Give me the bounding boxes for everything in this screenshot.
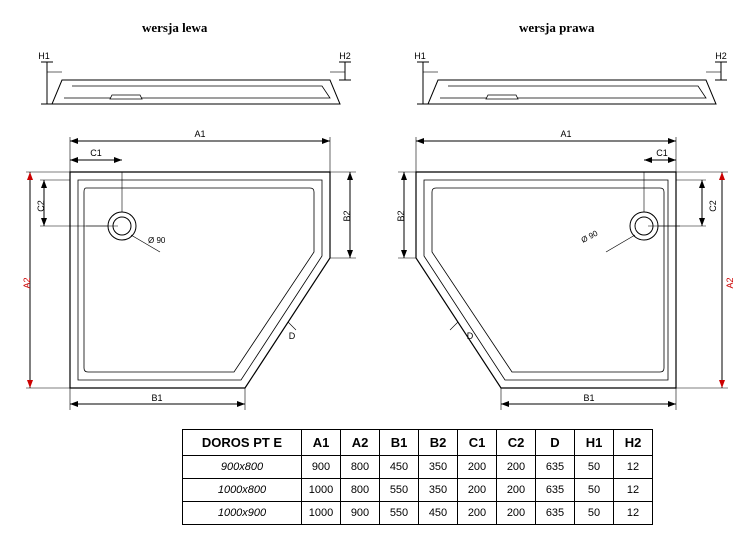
row-h1: 50 xyxy=(575,456,614,479)
label-a2-right: A2 xyxy=(725,277,735,289)
table-header-b2: B2 xyxy=(419,430,458,456)
row-d: 635 xyxy=(536,456,575,479)
row-a1: 900 xyxy=(302,456,341,479)
table-header-d: D xyxy=(536,430,575,456)
label-a1-right: A1 xyxy=(560,129,572,139)
label-drain-right: Ø 90 xyxy=(579,228,600,245)
row-a1: 1000 xyxy=(302,502,341,525)
row-c1: 200 xyxy=(458,456,497,479)
label-b1-right: B1 xyxy=(583,393,595,403)
table-header-model: DOROS PT E xyxy=(183,430,302,456)
specification-table xyxy=(182,429,653,525)
row-model: 1000x800 xyxy=(183,479,302,502)
table-header-b1: B1 xyxy=(380,430,419,456)
table-row xyxy=(183,456,653,479)
row-b1: 450 xyxy=(380,456,419,479)
left-plan-view xyxy=(26,137,356,410)
row-c2: 200 xyxy=(497,502,536,525)
table-row xyxy=(183,479,653,502)
row-b2: 450 xyxy=(419,502,458,525)
row-b2: 350 xyxy=(419,456,458,479)
row-b1: 550 xyxy=(380,502,419,525)
label-h2-right: H2 xyxy=(715,51,727,61)
label-a1-left: A1 xyxy=(194,129,206,139)
label-b2-right: B2 xyxy=(396,210,406,222)
row-d: 635 xyxy=(536,502,575,525)
table-header-h2: H2 xyxy=(614,430,653,456)
label-c2-left: C2 xyxy=(36,200,46,212)
row-c1: 200 xyxy=(458,479,497,502)
label-d-right: D xyxy=(466,331,474,341)
label-c1-right: C1 xyxy=(656,148,668,158)
label-c1-left: C1 xyxy=(90,148,102,158)
row-h1: 50 xyxy=(575,479,614,502)
row-h1: 50 xyxy=(575,502,614,525)
table-header-a2: A2 xyxy=(341,430,380,456)
left-profile-view xyxy=(41,62,351,104)
right-profile-view xyxy=(417,62,727,104)
label-h1-right: H1 xyxy=(414,51,426,61)
label-b2-left: B2 xyxy=(342,210,352,222)
row-a1: 1000 xyxy=(302,479,341,502)
row-a2: 900 xyxy=(341,502,380,525)
row-b1: 550 xyxy=(380,479,419,502)
row-c2: 200 xyxy=(497,479,536,502)
right-plan-view xyxy=(398,137,728,410)
row-a2: 800 xyxy=(341,479,380,502)
row-model: 900x800 xyxy=(183,456,302,479)
row-c1: 200 xyxy=(458,502,497,525)
row-d: 635 xyxy=(536,479,575,502)
label-d-left: D xyxy=(288,331,296,341)
label-h2-left: H2 xyxy=(339,51,351,61)
label-b1-left: B1 xyxy=(151,393,163,403)
row-h2: 12 xyxy=(614,456,653,479)
label-drain-left: Ø 90 xyxy=(148,236,166,245)
drawing-title-left: wersja lewa xyxy=(142,20,208,35)
row-c2: 200 xyxy=(497,456,536,479)
label-a2-left: A2 xyxy=(22,277,32,289)
row-a2: 800 xyxy=(341,456,380,479)
row-model: 1000x900 xyxy=(183,502,302,525)
table-header-a1: A1 xyxy=(302,430,341,456)
table-header-row xyxy=(183,430,653,456)
row-h2: 12 xyxy=(614,502,653,525)
row-h2: 12 xyxy=(614,479,653,502)
table-header-h1: H1 xyxy=(575,430,614,456)
row-b2: 350 xyxy=(419,479,458,502)
table-header-c2: C2 xyxy=(497,430,536,456)
table-header-c1: C1 xyxy=(458,430,497,456)
label-h1-left: H1 xyxy=(38,51,50,61)
drawing-title-right: wersja prawa xyxy=(519,20,595,35)
label-c2-right: C2 xyxy=(708,200,718,212)
table-row xyxy=(183,502,653,525)
